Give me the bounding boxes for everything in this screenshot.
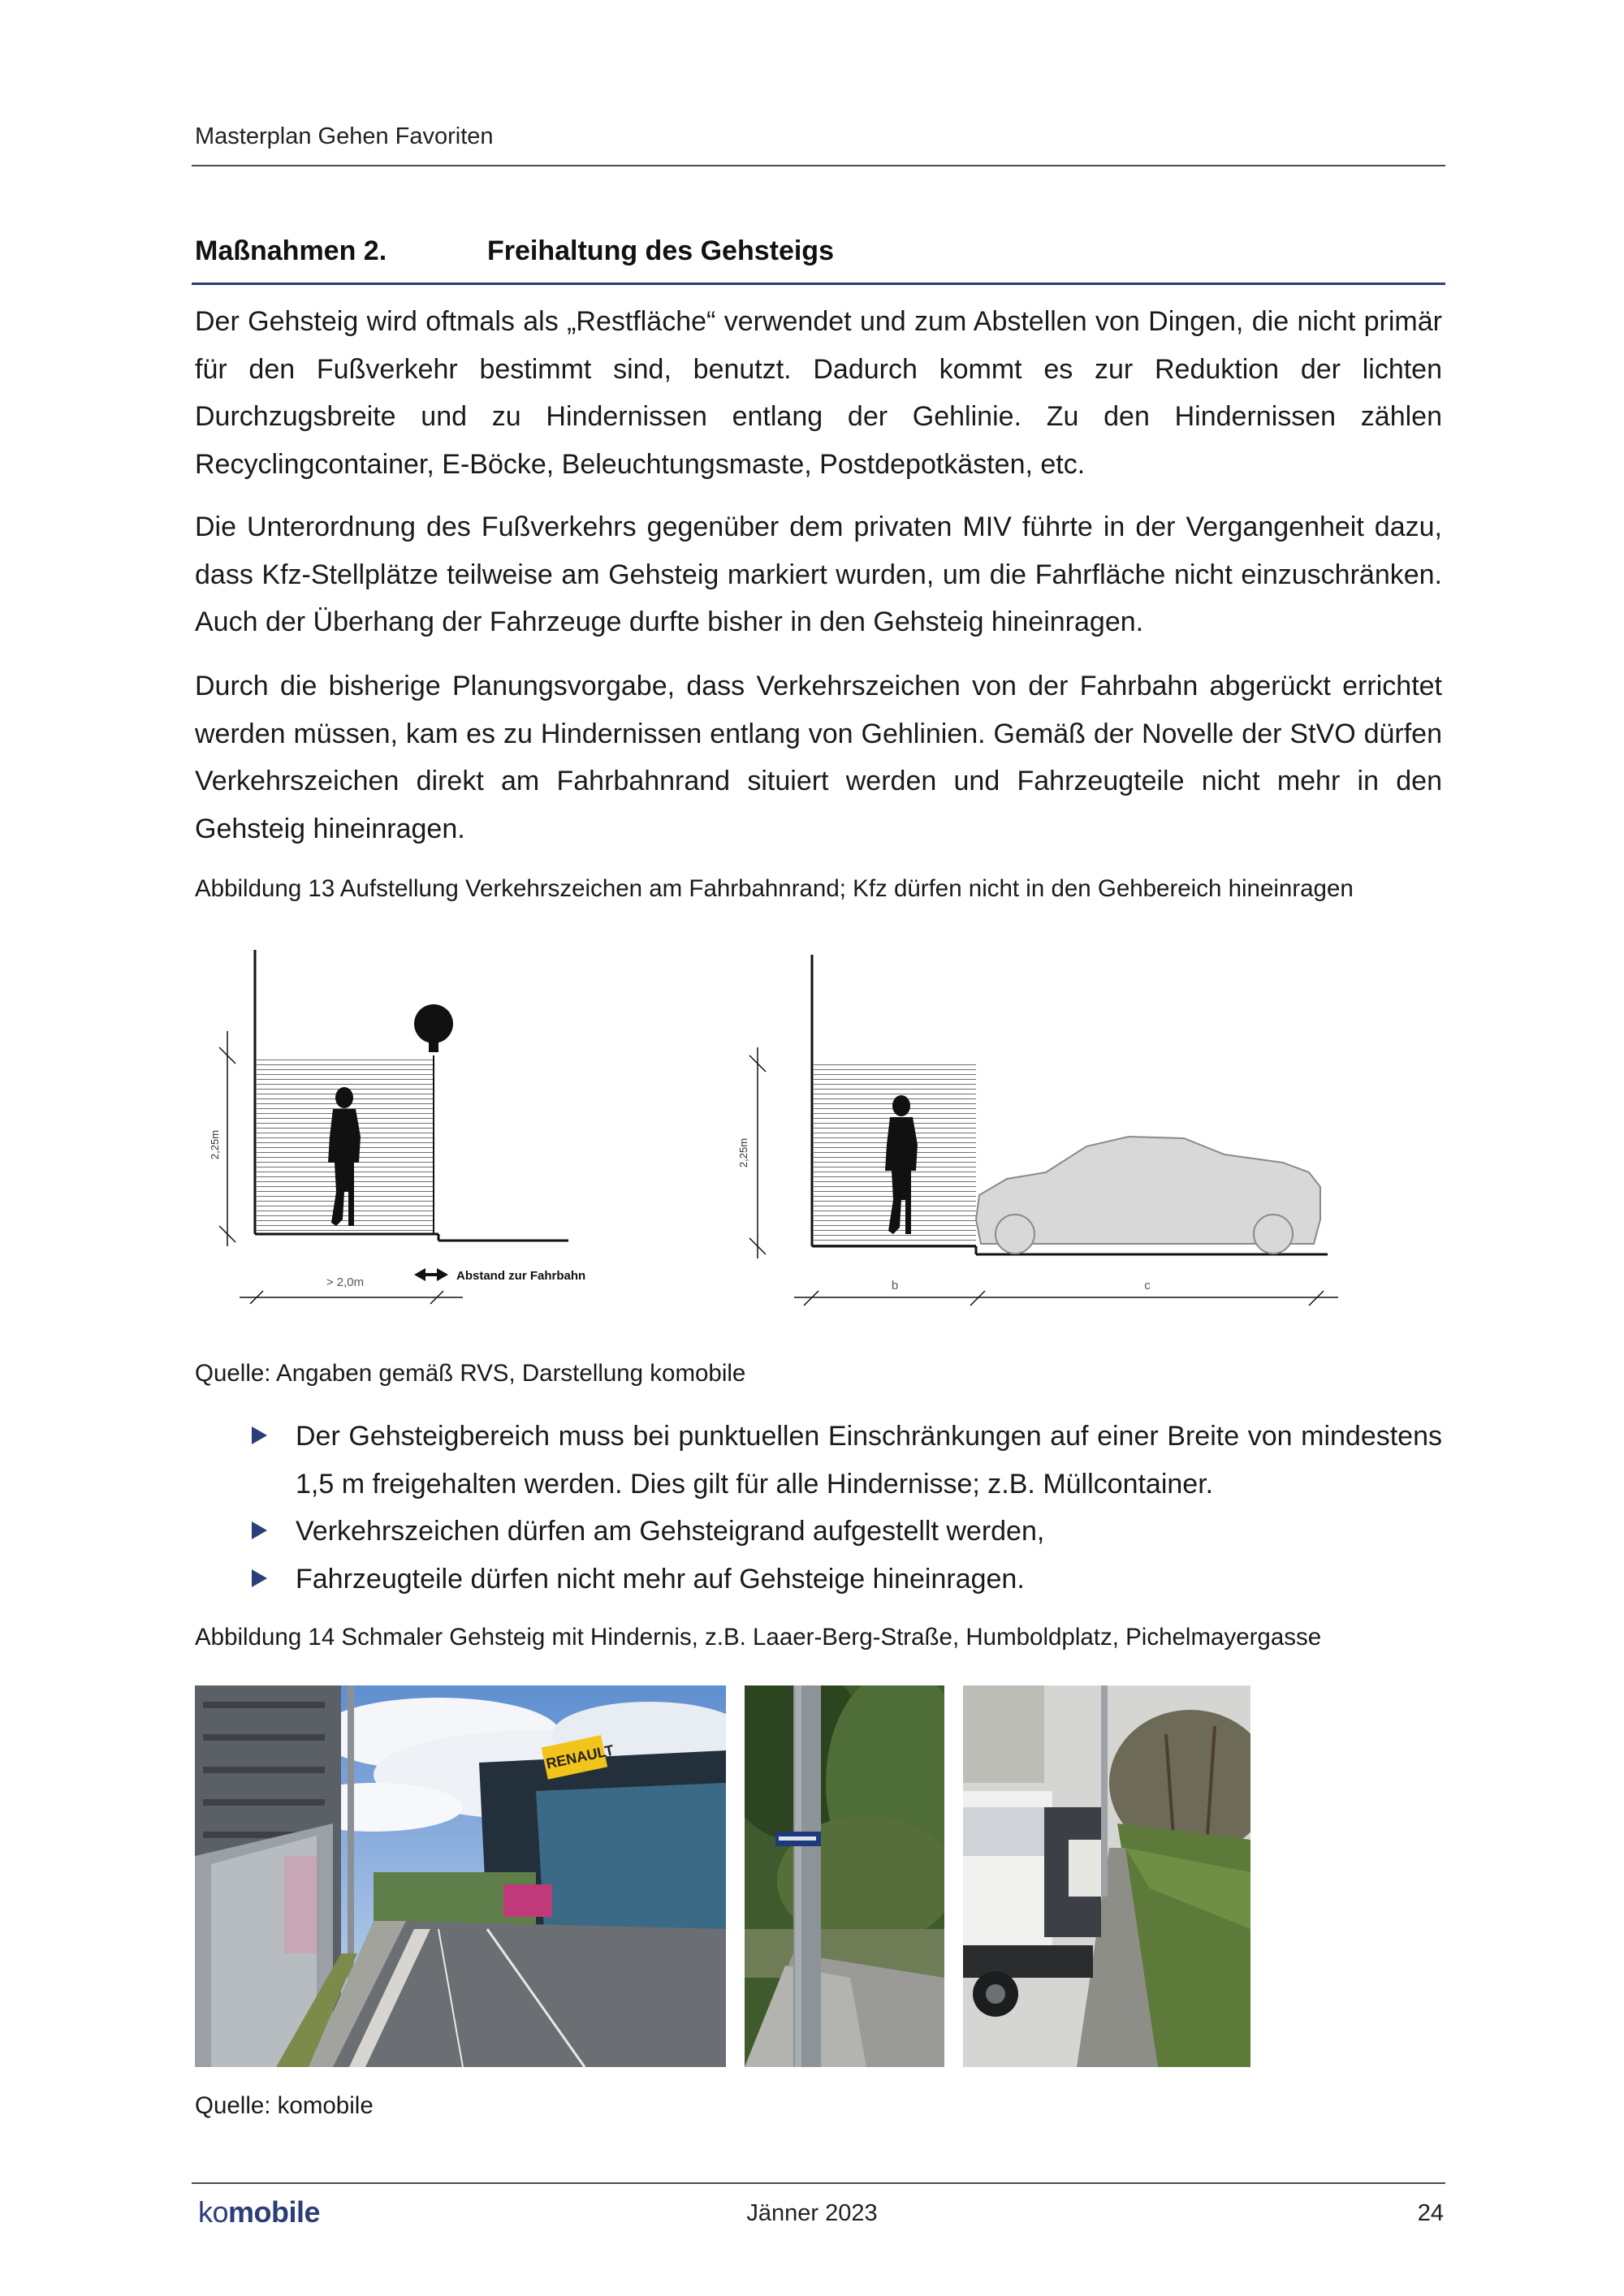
logo-part-bold: mobile bbox=[228, 2195, 321, 2229]
figure-13-caption: Abbildung 13 Aufstellung Verkehrszeichen am Fahrbahnrand; Kfz dürfen nicht in den Gehbereich hineinragen bbox=[195, 875, 1354, 902]
left-height-dimension bbox=[219, 1031, 235, 1246]
footer-rule bbox=[192, 2182, 1445, 2184]
right-height-label: 2,25m bbox=[737, 1137, 749, 1168]
right-width-dimension bbox=[794, 1291, 1338, 1306]
figure-14-caption: Abbildung 14 Schmaler Gehsteig mit Hindernis, z.B. Laaer-Berg-Straße, Humboldplatz, Pichelmayergasse bbox=[195, 1624, 1322, 1651]
right-label-b: b bbox=[891, 1279, 899, 1293]
double-arrow-icon bbox=[414, 1268, 448, 1281]
list-item-text: Der Gehsteigbereich muss bei punktuellen Einschränkungen auf einer Breite von mindestens 1,5 m freigehalten werden. Dies gilt für alle Hindernisse; z.B. Müllcontainer. bbox=[296, 1421, 1442, 1500]
triangle-bullet-icon bbox=[252, 1569, 267, 1587]
list-item bbox=[244, 1556, 1442, 1603]
triangle-bullet-icon bbox=[252, 1521, 267, 1539]
left-offset-label: Abstand zur Fahrbahn bbox=[456, 1269, 586, 1283]
right-height-dimension bbox=[749, 1047, 766, 1258]
figure-13-source: Quelle: Angaben gemäß RVS, Darstellung komobile bbox=[195, 1360, 746, 1387]
paragraph-3: Durch die bisherige Planungsvorgabe, dass Verkehrszeichen von der Fahrbahn abgerückt errichtet werden müssen, kam es zu Hindernissen entlang von Gehlinien. Gemäß der Novelle der StVO dürfen Verkehrszeichen direkt am Fahrbahnrand situiert werden und Fahrzeugteile nicht mehr in den Gehsteig hineinragen. bbox=[195, 671, 1442, 844]
traffic-sign-icon bbox=[414, 1004, 453, 1052]
logo-part-light: ko bbox=[198, 2195, 229, 2229]
left-cross-section bbox=[209, 950, 585, 1304]
figure-13-diagram bbox=[195, 934, 1356, 1315]
right-cross-section bbox=[737, 955, 1338, 1306]
list-item bbox=[244, 1508, 1442, 1556]
left-width-dimension bbox=[240, 1291, 463, 1304]
car-icon bbox=[976, 1137, 1320, 1254]
right-label-c: c bbox=[1144, 1279, 1151, 1293]
footer-date: Jänner 2023 bbox=[746, 2200, 878, 2226]
section-title: Freihaltung des Gehsteigs bbox=[487, 235, 834, 266]
photo-pichelmayergasse bbox=[963, 1685, 1250, 2067]
paragraph-2: Die Unterordnung des Fußverkehrs gegenüber dem privaten MIV führte in der Vergangenheit dazu, dass Kfz-Stellplätze teilweise am Gehsteig markiert wurden, um die Fahrfläche nicht einzuschränken. Auch der Überhang der Fahrzeuge durfte bisher in den Gehsteig hineinragen. bbox=[195, 511, 1442, 637]
header-rule bbox=[192, 165, 1445, 166]
section-number: Maßnahmen 2. bbox=[195, 235, 387, 266]
heading-rule bbox=[192, 283, 1445, 285]
running-header: Masterplan Gehen Favoriten bbox=[195, 123, 494, 149]
figure-14-source: Quelle: komobile bbox=[195, 2092, 374, 2119]
photo-laaer-berg-strasse bbox=[195, 1685, 726, 2067]
list-item-text: Fahrzeugteile dürfen nicht mehr auf Gehsteige hineinragen. bbox=[296, 1563, 1025, 1595]
page-number: 24 bbox=[1417, 2200, 1444, 2226]
list-item bbox=[244, 1413, 1442, 1508]
paragraph-1: Der Gehsteig wird oftmals als „Restfläche“ verwendet und zum Abstellen von Dingen, die nicht primär für den Fußverkehr bestimmt sind, benutzt. Dadurch kommt es zur Reduktion der lichten Durchzugsbreite und zu Hindernissen entlang der Gehlinie. Zu den Hindernissen zählen Recyclingcontainer, E-Böcke, Beleuchtungsmaste, Postdepotkästen, etc. bbox=[195, 306, 1442, 480]
photo-humboldplatz bbox=[745, 1685, 944, 2067]
list-item-text: Verkehrszeichen dürfen am Gehsteigrand aufgestellt werden, bbox=[296, 1516, 1045, 1547]
left-height-label: 2,25m bbox=[209, 1129, 221, 1160]
triangle-bullet-icon bbox=[252, 1426, 267, 1444]
bullet-list bbox=[244, 1413, 1442, 1603]
renault-sign: RENAULT bbox=[544, 1741, 615, 1772]
left-width-label: > 2,0m bbox=[326, 1275, 365, 1289]
